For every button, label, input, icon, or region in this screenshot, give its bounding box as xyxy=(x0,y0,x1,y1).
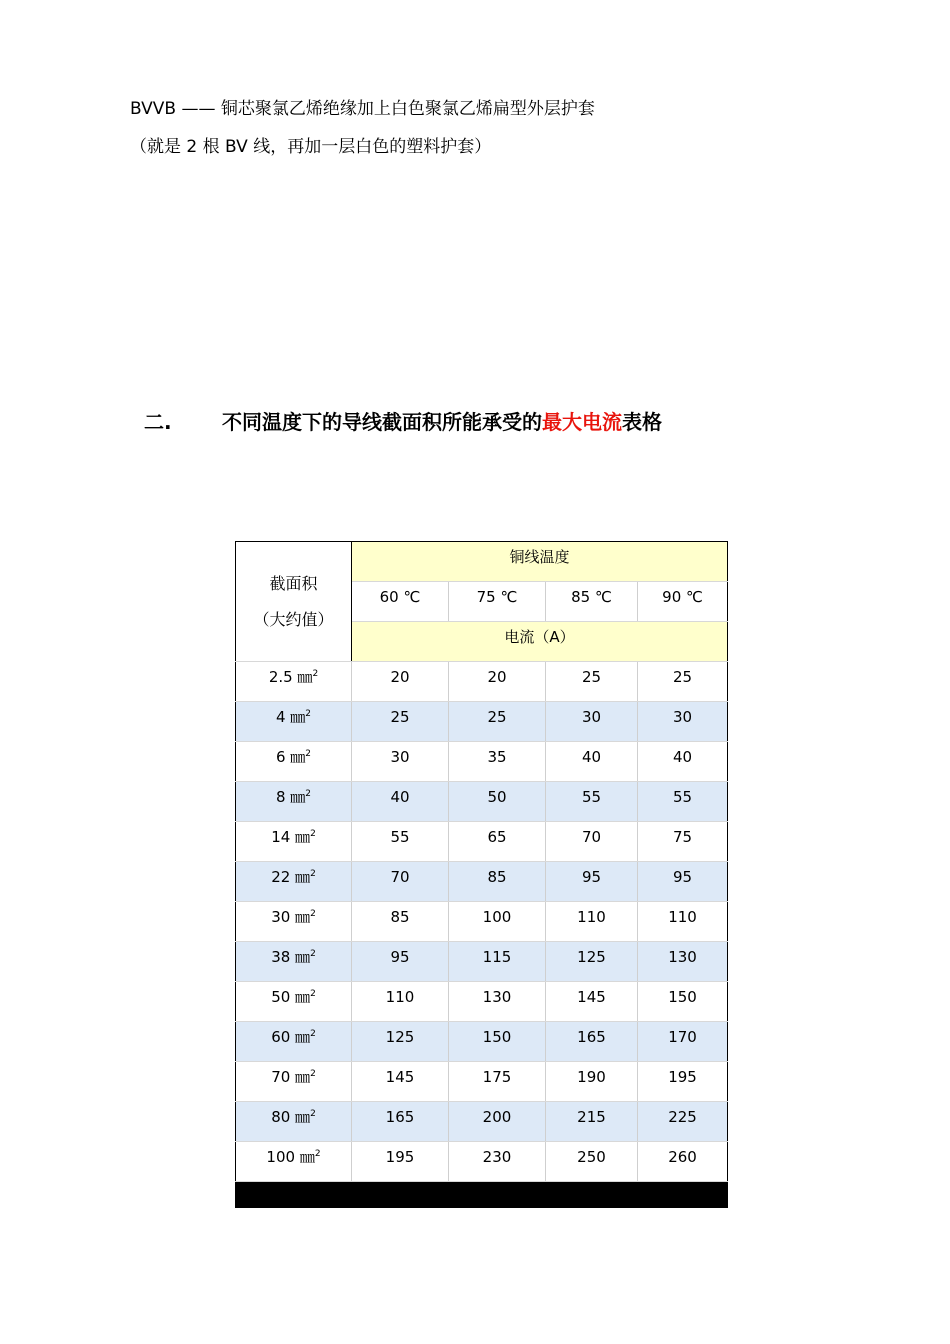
table-row xyxy=(236,1062,728,1102)
size-cell xyxy=(236,822,352,862)
current-value: 30 xyxy=(672,707,693,726)
current-cell xyxy=(638,982,728,1022)
current-cell xyxy=(352,1062,449,1102)
current-cell xyxy=(638,822,728,862)
current-cell xyxy=(638,942,728,982)
size-label xyxy=(266,1148,320,1166)
current-cell xyxy=(352,982,449,1022)
size-label xyxy=(271,868,316,886)
squared-mark: 2 xyxy=(310,949,316,959)
size-value: 38 ㎜ xyxy=(271,948,311,966)
size-label xyxy=(271,988,316,1006)
current-cell xyxy=(352,1022,449,1062)
current-cell xyxy=(638,662,728,702)
current-cell xyxy=(546,902,638,942)
current-value: 20 xyxy=(390,667,410,686)
current-cell xyxy=(352,742,449,782)
size-cell xyxy=(236,702,352,742)
current-value: 110 xyxy=(668,907,697,926)
section-title-end: 表格 xyxy=(622,410,662,434)
current-value: 130 xyxy=(482,987,512,1006)
size-value: 22 ㎜ xyxy=(271,868,311,886)
size-value: 30 ㎜ xyxy=(271,908,311,926)
current-cell xyxy=(449,662,546,702)
current-value: 115 xyxy=(482,947,512,966)
table-row xyxy=(236,862,728,902)
size-label xyxy=(271,1108,316,1126)
current-cell xyxy=(449,1062,546,1102)
current-cell xyxy=(352,902,449,942)
current-value: 55 xyxy=(581,787,602,806)
current-cell xyxy=(352,1142,449,1182)
size-label xyxy=(276,788,311,806)
size-value: 8 ㎜ xyxy=(275,788,306,806)
current-cell xyxy=(546,862,638,902)
current-value: 70 xyxy=(390,867,410,886)
section-number: 二. xyxy=(144,410,172,434)
current-value: 170 xyxy=(668,1027,697,1046)
current-value: 165 xyxy=(577,1027,606,1046)
size-label xyxy=(271,1068,316,1086)
size-cell xyxy=(236,1102,352,1142)
temperature-label: 60 ℃ xyxy=(379,587,421,606)
temperature-header-2 xyxy=(449,582,546,622)
current-cell xyxy=(449,982,546,1022)
size-cell xyxy=(236,782,352,822)
table-row xyxy=(236,1022,728,1062)
current-cell xyxy=(449,902,546,942)
size-label xyxy=(271,908,316,926)
size-cell xyxy=(236,862,352,902)
current-value: 25 xyxy=(390,707,410,726)
table-row xyxy=(236,782,728,822)
current-cell xyxy=(449,782,546,822)
squared-mark: 2 xyxy=(305,789,312,799)
current-cell xyxy=(638,1062,728,1102)
current-value: 110 xyxy=(577,907,606,926)
current-value: 50 xyxy=(487,787,507,806)
current-value: 40 xyxy=(672,747,693,766)
current-value: 165 xyxy=(385,1107,415,1126)
intro-line-1: BVVB —— 铜芯聚氯乙烯绝缘加上白色聚氯乙烯扁型外层护套 xyxy=(130,99,595,119)
table-row xyxy=(236,742,728,782)
current-value: 145 xyxy=(385,1067,415,1086)
table-row xyxy=(236,1102,728,1142)
table-row xyxy=(236,662,728,702)
current-value: 195 xyxy=(668,1067,697,1086)
size-label xyxy=(271,1028,316,1046)
size-label xyxy=(271,828,316,846)
current-cell xyxy=(546,742,638,782)
squared-mark: 2 xyxy=(310,1029,316,1039)
current-value: 110 xyxy=(385,987,415,1006)
current-cell xyxy=(352,822,449,862)
size-cell xyxy=(236,1142,352,1182)
header-row-temperature-group xyxy=(236,542,728,582)
size-cell xyxy=(236,902,352,942)
cross-section-sub: （大约值） xyxy=(253,609,334,629)
current-cell xyxy=(638,1142,728,1182)
table-footer-cell xyxy=(236,1182,728,1208)
size-cell xyxy=(236,942,352,982)
current-value: 175 xyxy=(482,1067,512,1086)
current-value: 200 xyxy=(482,1107,512,1126)
size-cell xyxy=(236,662,352,702)
intro-line-2: （就是 2 根 BV 线，再加一层白色的塑料护套） xyxy=(130,137,492,157)
current-value: 75 xyxy=(672,827,693,846)
current-cell xyxy=(546,782,638,822)
size-value: 70 ㎜ xyxy=(271,1068,311,1086)
current-value: 85 xyxy=(487,867,507,886)
current-cell xyxy=(546,1062,638,1102)
squared-mark: 2 xyxy=(310,909,316,919)
current-cell xyxy=(546,1022,638,1062)
temperature-label: 85 ℃ xyxy=(571,587,612,606)
current-cell xyxy=(449,822,546,862)
current-cell xyxy=(352,862,449,902)
current-cell xyxy=(546,822,638,862)
current-value: 125 xyxy=(577,947,606,966)
current-value: 150 xyxy=(482,1027,512,1046)
current-cell xyxy=(546,1102,638,1142)
current-cell xyxy=(449,942,546,982)
temperature-header-3 xyxy=(546,582,638,622)
current-cell xyxy=(352,1102,449,1142)
table-footer-bar xyxy=(236,1182,728,1208)
current-value: 70 xyxy=(581,827,602,846)
size-value: 2.5 ㎜ xyxy=(268,668,313,686)
current-value: 190 xyxy=(577,1067,606,1086)
current-value: 65 xyxy=(487,827,507,846)
temperature-label: 75 ℃ xyxy=(476,587,518,606)
current-value: 130 xyxy=(668,947,697,966)
current-value: 150 xyxy=(668,987,697,1006)
size-cell xyxy=(236,1062,352,1102)
current-value: 40 xyxy=(581,747,602,766)
size-value: 4 ㎜ xyxy=(275,708,306,726)
current-value: 35 xyxy=(487,747,507,766)
current-cell xyxy=(352,702,449,742)
squared-mark: 2 xyxy=(310,1069,316,1079)
current-value: 55 xyxy=(672,787,693,806)
current-cell xyxy=(546,982,638,1022)
squared-mark: 2 xyxy=(310,829,316,839)
current-value: 230 xyxy=(482,1147,512,1166)
size-value: 14 ㎜ xyxy=(271,828,311,846)
current-cell xyxy=(449,742,546,782)
current-value: 55 xyxy=(390,827,410,846)
current-value: 95 xyxy=(390,947,410,966)
current-cell xyxy=(449,1022,546,1062)
current-cell xyxy=(638,782,728,822)
size-value: 80 ㎜ xyxy=(271,1108,311,1126)
squared-mark: 2 xyxy=(310,1109,316,1119)
temperature-header-1 xyxy=(352,582,449,622)
current-rating-table xyxy=(235,541,728,1208)
current-cell xyxy=(352,662,449,702)
current-cell xyxy=(546,662,638,702)
size-label xyxy=(276,708,311,726)
table-row xyxy=(236,902,728,942)
section-title-start: 不同温度下的导线截面积所能承受的 xyxy=(222,410,542,434)
squared-mark: 2 xyxy=(310,989,316,999)
size-value: 100 ㎜ xyxy=(266,1148,315,1166)
temperature-group-label: 铜线温度 xyxy=(509,548,570,566)
current-value: 215 xyxy=(577,1107,606,1126)
section-title-highlight: 最大电流 xyxy=(542,410,622,434)
size-label xyxy=(271,948,316,966)
current-value: 145 xyxy=(577,987,606,1006)
size-value: 60 ㎜ xyxy=(271,1028,311,1046)
table-row xyxy=(236,702,728,742)
current-cell xyxy=(352,782,449,822)
current-value: 85 xyxy=(390,907,410,926)
current-value: 40 xyxy=(390,787,410,806)
current-value: 30 xyxy=(581,707,602,726)
table-row xyxy=(236,982,728,1022)
squared-mark: 2 xyxy=(305,749,312,759)
cross-section-label: 截面积 xyxy=(269,573,318,593)
current-cell xyxy=(546,702,638,742)
temperature-header-4 xyxy=(638,582,728,622)
size-value: 6 ㎜ xyxy=(275,748,306,766)
current-value: 95 xyxy=(672,867,693,886)
size-cell xyxy=(236,982,352,1022)
current-cell xyxy=(638,1022,728,1062)
current-cell xyxy=(638,702,728,742)
current-cell xyxy=(546,1142,638,1182)
current-value: 195 xyxy=(385,1147,415,1166)
current-value: 125 xyxy=(385,1027,415,1046)
size-cell xyxy=(236,1022,352,1062)
current-cell xyxy=(449,702,546,742)
squared-mark: 2 xyxy=(310,869,316,879)
current-value: 25 xyxy=(672,667,693,686)
table-row xyxy=(236,1142,728,1182)
size-cell xyxy=(236,742,352,782)
current-cell xyxy=(638,862,728,902)
squared-mark: 2 xyxy=(312,669,319,679)
size-label xyxy=(276,748,311,766)
current-unit-header xyxy=(352,622,728,662)
current-value: 25 xyxy=(487,707,507,726)
current-cell xyxy=(352,942,449,982)
table-body xyxy=(236,542,728,1208)
current-value: 25 xyxy=(581,667,602,686)
cross-section-header xyxy=(236,542,352,662)
temperature-label: 90 ℃ xyxy=(662,587,703,606)
table-row xyxy=(236,942,728,982)
current-value: 225 xyxy=(668,1107,697,1126)
squared-mark: 2 xyxy=(305,709,312,719)
temperature-group-header xyxy=(352,542,728,582)
current-cell xyxy=(449,1102,546,1142)
current-value: 20 xyxy=(487,667,507,686)
current-cell xyxy=(449,862,546,902)
size-label xyxy=(269,668,318,686)
current-value: 95 xyxy=(581,867,602,886)
current-cell xyxy=(546,942,638,982)
current-value: 30 xyxy=(390,747,410,766)
current-value: 250 xyxy=(577,1147,606,1166)
current-cell xyxy=(638,1102,728,1142)
table-row xyxy=(236,822,728,862)
current-cell xyxy=(638,742,728,782)
current-value: 100 xyxy=(482,907,512,926)
current-unit-label: 电流（A） xyxy=(504,628,575,646)
current-cell xyxy=(638,902,728,942)
squared-mark: 2 xyxy=(314,1149,321,1159)
current-cell xyxy=(449,1142,546,1182)
section-title xyxy=(222,406,662,435)
size-value: 50 ㎜ xyxy=(271,988,311,1006)
current-value: 260 xyxy=(668,1147,697,1166)
